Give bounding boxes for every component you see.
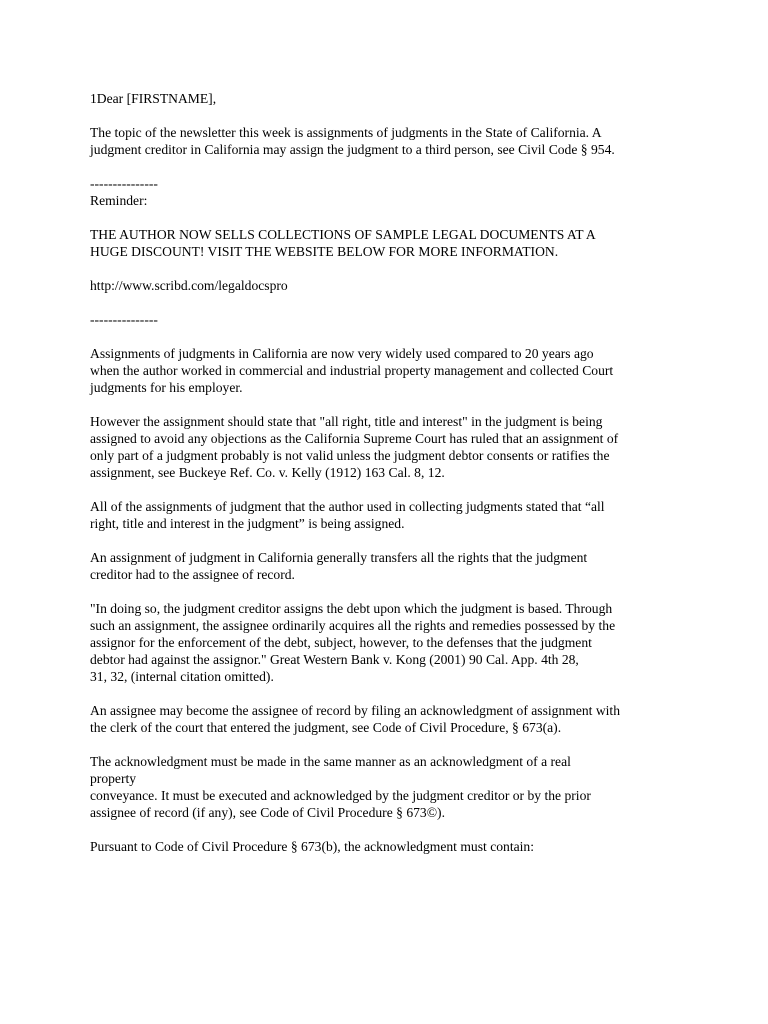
body-paragraph: All of the assignments of judgment that the author used in collecting judgments stated that “all right, title and interest in the judgment” is being assigned. (90, 499, 605, 531)
body-paragraph: However the assignment should state that "all right, title and interest" in the judgment is being assigned to avoid any objections as the California Supreme Court has ruled that an assignment of only part of a judgment probably is not valid unless the judgment debtor consents or ratifies the assignment, see Buckeye Ref. Co. v. Kelly (1912) 163 Cal. 8, 12. (90, 414, 619, 480)
website-link-line (90, 277, 680, 294)
body-paragraph: The acknowledgment must be made in the same manner as an acknowledgment of a real property conveyance. It must be executed and acknowledged by the judgment creditor or by the prior assignee of record (if any), see Code of Civil Procedure § 673©). (90, 754, 591, 820)
letter-body (90, 90, 680, 872)
body-paragraph: Assignments of judgments in California are now very widely used compared to 20 years ago when the author worked in commercial and industrial property management and collected Court judgments for his employer. (90, 346, 614, 395)
website-link[interactable]: http://www.scribd.com/legaldocspro (90, 278, 288, 293)
salutation: 1Dear [FIRSTNAME], (90, 91, 217, 106)
divider-top: --------------- (90, 176, 158, 191)
body-paragraph: Pursuant to Code of Civil Procedure § 673(b), the acknowledgment must contain: (90, 839, 534, 854)
reminder-label: Reminder: (90, 193, 148, 208)
divider-bottom: --------------- (90, 312, 158, 327)
body-paragraph: An assignment of judgment in California generally transfers all the rights that the judgment creditor had to the assignee of record. (90, 550, 588, 582)
promo-paragraph: THE AUTHOR NOW SELLS COLLECTIONS OF SAMPLE LEGAL DOCUMENTS AT A HUGE DISCOUNT! VISIT THE WEBSITE BELOW FOR MORE INFORMATION. (90, 227, 596, 259)
body-paragraph: "In doing so, the judgment creditor assigns the debt upon which the judgment is based. Through such an assignment, the assignee ordinarily acquires all the rights and remedies possessed by the assignor for the enforcement of the debt, subject, however, to the defenses that the judgment debtor had against the assignor." Great Western Bank v. Kong (2001) 90 Cal. App. 4th 28, 31, 32, (internal citation omitted). (90, 601, 616, 684)
intro-paragraph: The topic of the newsletter this week is assignments of judgments in the State of California. A judgment creditor in California may assign the judgment to a third person, see Civil Code § 954. (90, 125, 615, 157)
body-paragraph: An assignee may become the assignee of record by filing an acknowledgment of assignment with the clerk of the court that entered the judgment, see Code of Civil Procedure, § 673(a). (90, 703, 621, 735)
